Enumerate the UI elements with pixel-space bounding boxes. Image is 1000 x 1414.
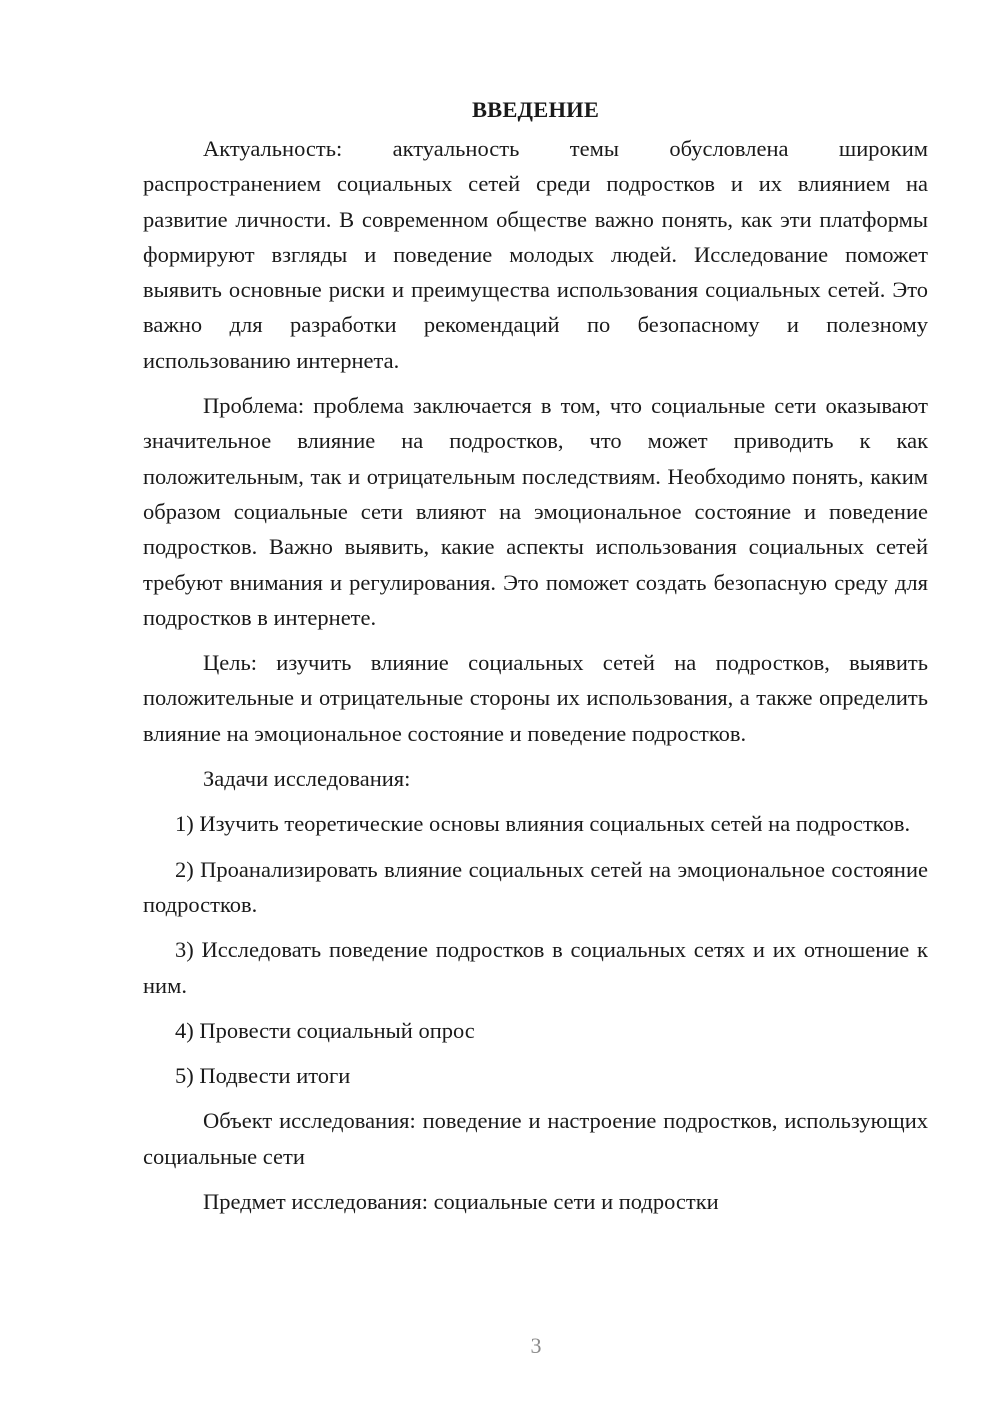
page-number: 3 [530, 1333, 542, 1358]
relevance-paragraph: Актуальность: актуальность темы обусловлена широким распространением социальных сетей среди подростков и их влиянием на развитие личности. В современном обществе важно понять, как эти платформы формируют взгляды и поведение молодых людей. Исследование поможет выявить основные риски и преимущества использования социальных сетей. Это важно для разработки рекомендаций по безопасному и полезному использованию интернета. [143, 136, 928, 373]
task-item-5: 5) Подвести итоги [175, 1063, 351, 1089]
page-title: ВВЕДЕНИЕ [471, 97, 600, 122]
tasks-heading: Задачи исследования: [203, 766, 411, 792]
task-item-2: 2) Проанализировать влияние социальных сетей на эмоциональное состояние подростков. [143, 856, 928, 917]
goal-paragraph: Цель: изучить влияние социальных сетей на подростков, выявить положительные и отрицательные стороны их использования, а также определить влияние на эмоциональное состояние и поведение подростков. [143, 650, 928, 746]
task-item-4: 4) Провести социальный опрос [175, 1017, 475, 1043]
task-item-1: 1) Изучить теоретические основы влияния социальных сетей на подростков. [175, 811, 911, 837]
task-item-3: 3) Исследовать поведение подростков в социальных сетях и их отношение к ним. [143, 937, 928, 998]
document-page [143, 92, 928, 1219]
research-subject-paragraph: Предмет исследования: социальные сети и подростки [203, 1189, 719, 1215]
problem-paragraph: Проблема: проблема заключается в том, что социальные сети оказывают значительное влияние на подростков, что может приводить к как положительным, так и отрицательным последствиям. Необходимо понять, каким образом социальные сети влияют на эмоциональное состояние и поведение подростков. Важно выявить, какие аспекты использования социальных сетей требуют внимания и регулирования. Это поможет создать безопасную среду для подростков в интернете. [143, 393, 928, 630]
research-object-paragraph: Объект исследования: поведение и настроение подростков, использующих социальные сети [143, 1108, 928, 1169]
